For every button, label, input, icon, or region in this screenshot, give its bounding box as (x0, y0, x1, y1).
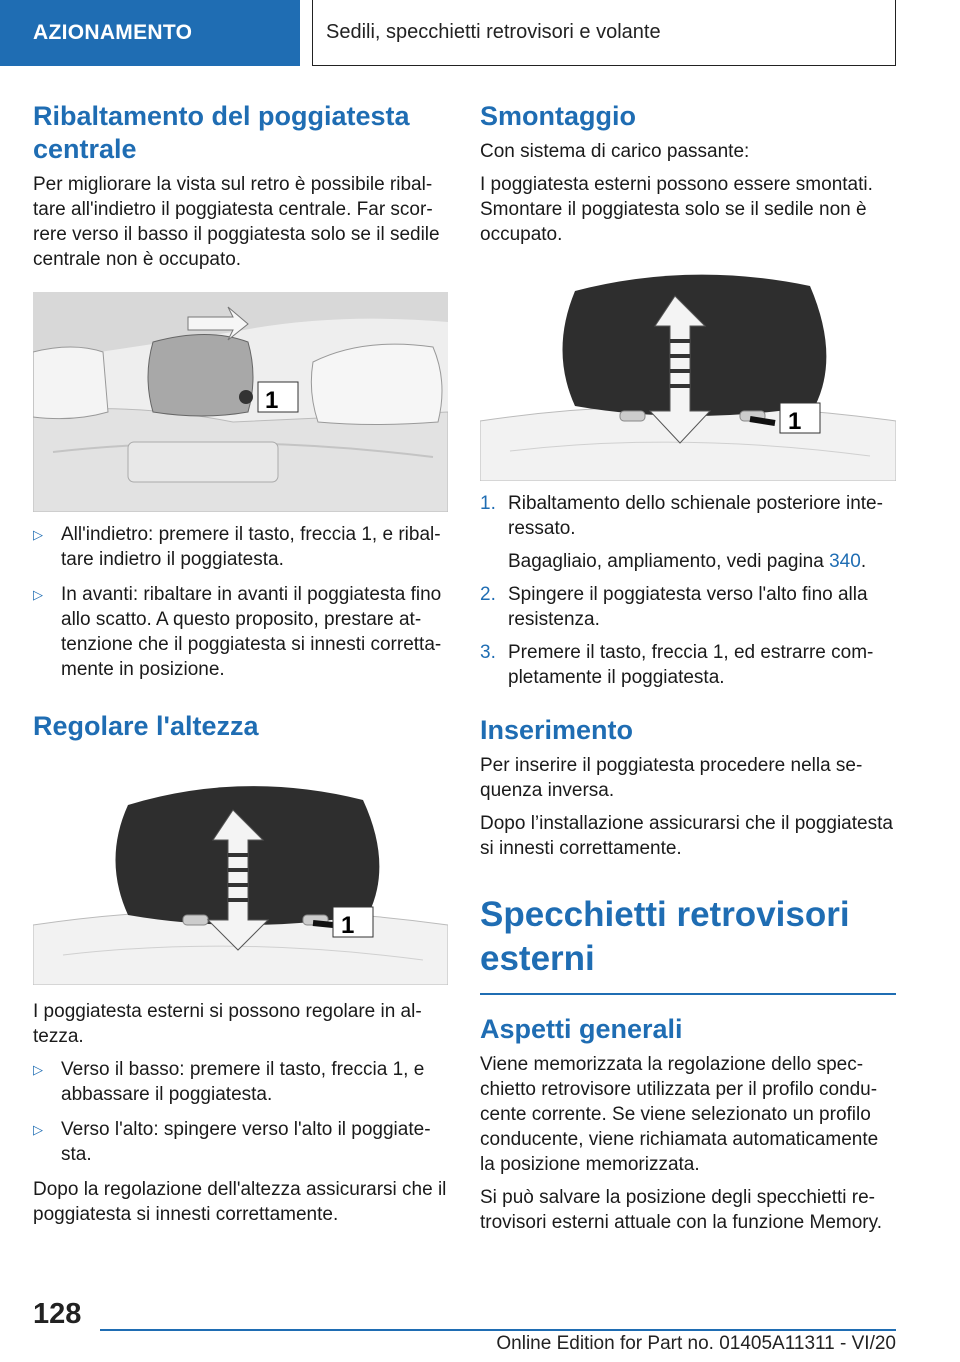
heading-mirrors: Specchietti retrovisori esterni (480, 895, 850, 978)
paragraph-general-1: Viene memorizzata la regolazione dello specchietto retrovisore utilizzata per il profilo conducente corrente. Se viene selezionato un profilo conducente, viene richiamata automaticamente la posizione memorizzata. (480, 1054, 879, 1175)
step-item: 1. Ribaltamento dello schienale posteriore interessato. (480, 493, 883, 539)
headrest-removal-figure (480, 271, 896, 481)
bullet-item: ▷ In avanti: ribaltare in avanti il poggiatesta fino allo scatto. A questo proposito, prestare attenzione che il poggiatesta si innesti correttamente in posizione. (33, 584, 442, 680)
heading-general: Aspetti generali (480, 1014, 683, 1044)
page-number: 128 (33, 1298, 82, 1330)
step-item: 3. Premere il tasto, freccia 1, ed estrarre completamente il poggiatesta. (480, 642, 874, 688)
paragraph-general-2: Si può salvare la posizione degli specchietti retrovisori esterni attuale con la funzione Memory. (480, 1187, 882, 1233)
bullet-item: ▷ Verso il basso: premere il tasto, freccia 1, e abbassare il poggiatesta. (33, 1059, 425, 1105)
triangle-bullet-icon: ▷ (33, 587, 43, 602)
page-link[interactable]: 340 (829, 551, 861, 572)
left-column (33, 100, 448, 1235)
paragraph-remove-2: I poggiatesta esterni possono essere smontati. Smontare il poggiatesta solo se il sedile non è occupato. (480, 174, 873, 245)
heading-tilt: Ribaltamento del poggiatesta centrale (33, 101, 410, 164)
bullet-item: ▷ All'indietro: premere il tasto, freccia 1, e ribaltare indietro il poggiatesta. (33, 524, 441, 570)
headrest-height-figure (33, 775, 448, 985)
chapter-tab (0, 0, 300, 66)
figure-callout-1: 1 (341, 912, 355, 939)
triangle-bullet-icon: ▷ (33, 1122, 43, 1137)
heading-height: Regolare l'altezza (33, 711, 259, 741)
bullet-item: ▷ Verso l'alto: spingere verso l'alto il poggiatesta. (33, 1119, 431, 1165)
paragraph-height: I poggiatesta esterni si possono regolare in altezza. (33, 1001, 422, 1047)
section-title: Sedili, specchietti retrovisori e volante (326, 21, 661, 43)
heading-remove: Smontaggio (480, 101, 636, 131)
chapter-title: AZIONAMENTO (33, 21, 193, 44)
triangle-bullet-icon: ▷ (33, 527, 43, 542)
section-header (312, 0, 896, 66)
figure-callout-1: 1 (788, 408, 802, 435)
step-item: 2. Spingere il poggiatesta verso l'alto fino alla resistenza. (480, 584, 868, 630)
paragraph-remove-1: Con sistema di carico passante: (480, 141, 750, 162)
edition-info: Online Edition for Part no. 01405A11311 - VI/20 (496, 1333, 896, 1354)
section-rule (480, 993, 896, 995)
rear-seat-headrest-figure (33, 292, 448, 512)
triangle-bullet-icon: ▷ (33, 1062, 43, 1077)
heading-insert: Inserimento (480, 715, 634, 745)
paragraph-after-adjust: Dopo la regolazione dell'altezza assicurarsi che il poggiatesta si innesti correttamente. (33, 1179, 447, 1225)
figure-callout-1: 1 (265, 387, 279, 414)
paragraph-insert-1: Per inserire il poggiatesta procedere nella sequenza inversa. (480, 755, 863, 801)
step-reference: Bagagliaio, ampliamento, vedi pagina 340. (508, 551, 867, 572)
paragraph-insert-2: Dopo l’installazione assicurarsi che il poggiatesta si innesti correttamente. (480, 813, 893, 859)
paragraph-tilt: Per migliorare la vista sul retro è possibile ribaltare all'indietro il poggiatesta centrale. Far scorrere verso il basso il poggiatesta solo se il sedile centrale non è occupato. (33, 174, 440, 270)
right-column (480, 100, 896, 1243)
footer-rule (100, 1329, 896, 1331)
